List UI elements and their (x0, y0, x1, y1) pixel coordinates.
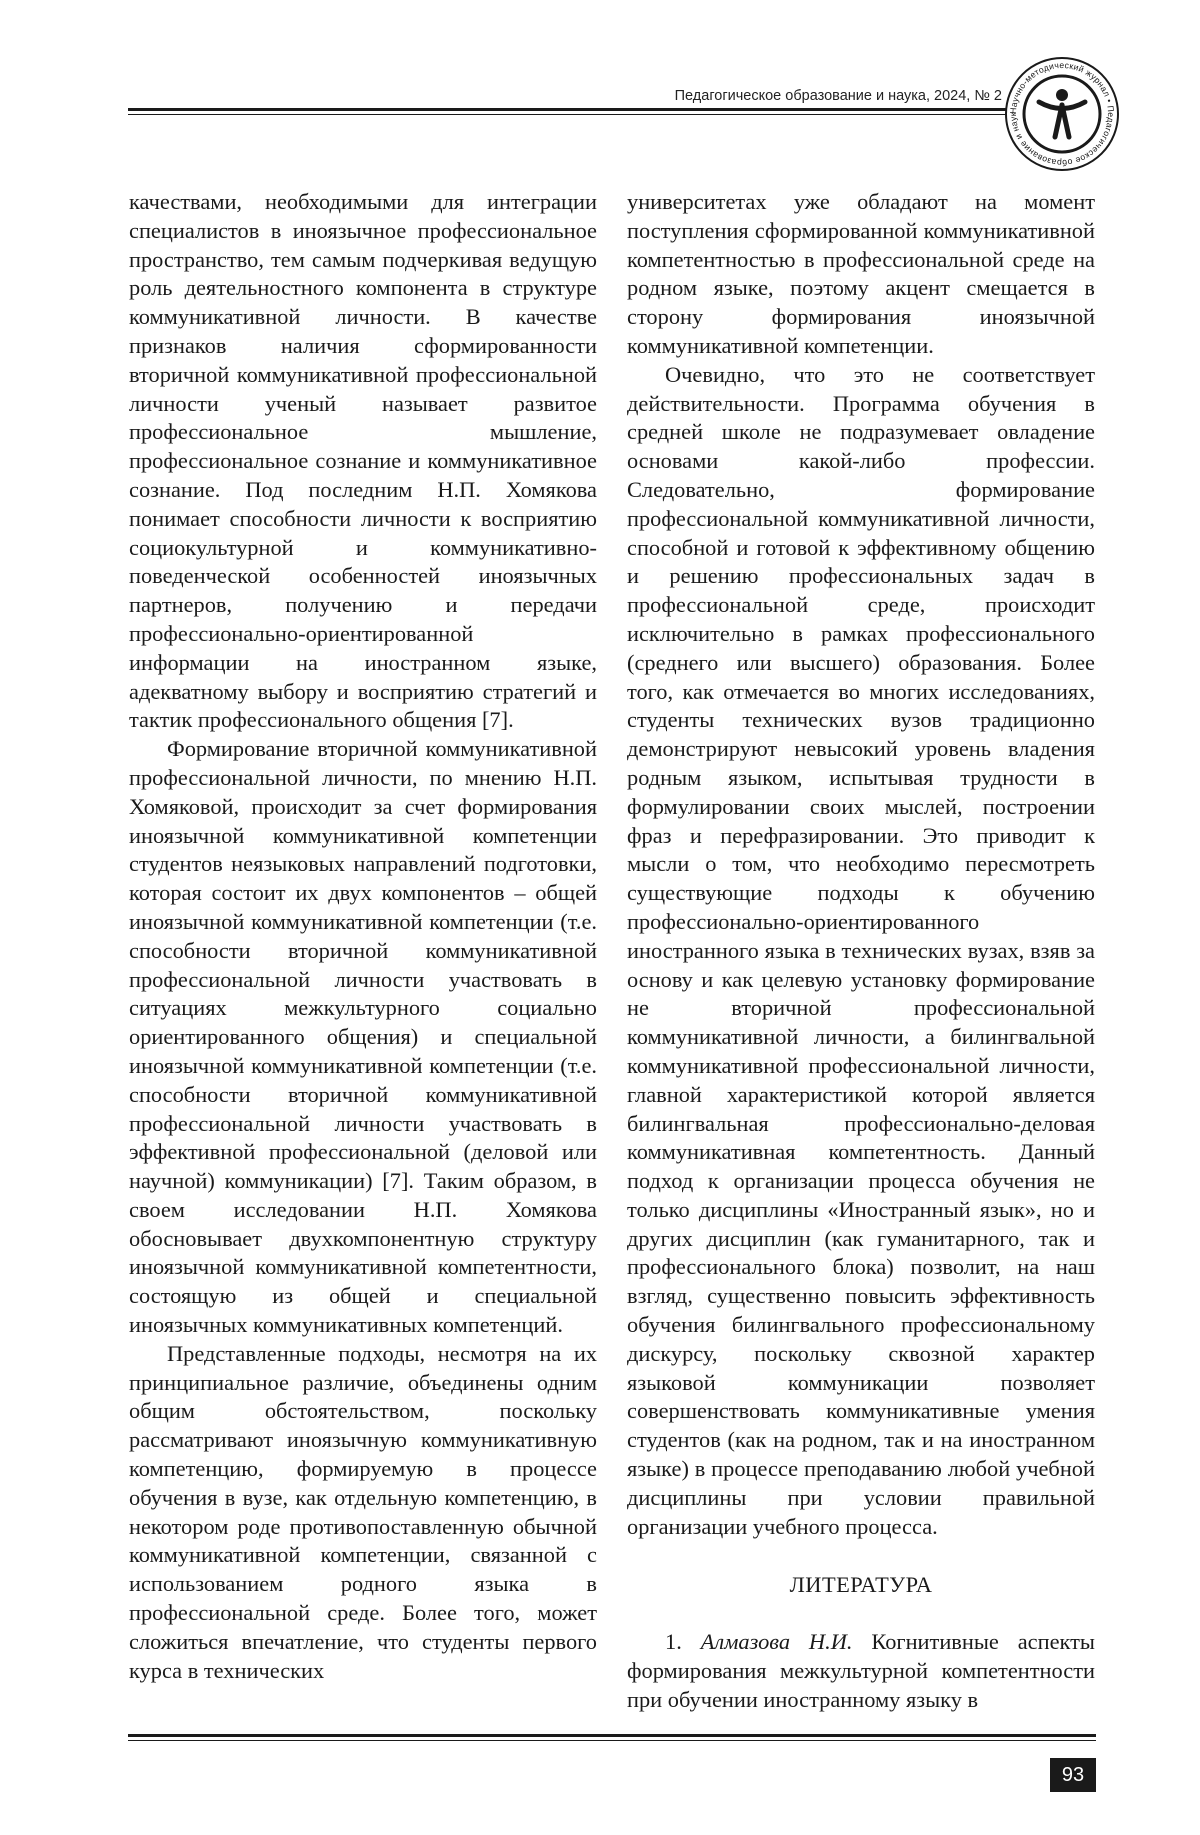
footer-rule-thin (128, 1740, 1096, 1741)
header-rule-thick (128, 108, 1006, 111)
reference-number: 1. (665, 1629, 682, 1655)
page-number: 93 (1050, 1758, 1096, 1792)
reference-author: Алмазова Н.И. (700, 1629, 853, 1655)
paragraph: качествами, необходимыми для интеграции специалистов в иноязычное профессиональное пространство, тем самым подчеркивая ведущую роль деятельностного компонента в структуре коммуникативной личности. В качестве признаков наличия сформированности вторичной коммуникативной профессиональной личности ученый называет развитое профессиональное мышление, профессиональное сознание и коммуникативное сознание. Под последним Н.П. Хомякова понимает способности личности к восприятию социокультурной и коммуникативно-поведенческой особенностей иноязычных партнеров, получению и передачи профессионально-ориентированной информации на иностранном языке, адекватному выбору и восприятию стратегий и тактик профессионального общения [7]. (129, 189, 597, 733)
journal-header-title: Педагогическое образование и наука, 2024, № 2 (674, 88, 1002, 104)
right-column (627, 188, 1095, 1715)
header-rule-thin (128, 114, 1006, 115)
reference-text: Когнитивные аспекты формирования межкультурной компетентности при обучении иностранному языку в (627, 1629, 1095, 1712)
paragraph: Представленные подходы, несмотря на их принципиальное различие, объединены одним общим обстоятельством, поскольку рассматривают иноязычную коммуникативную компетенцию, формируемую в процессе обучения в вузе, как отдельную компетенцию, в некотором роде противопоставленную обычной коммуникативной компетенции, связанной с использованием родного языка в профессиональной среде. Более того, может сложиться впечатление, что студенты первого курса в технических (129, 1340, 597, 1683)
logo-ring-text: Научно-методический журнал • Педагогическое образование и наук (1007, 59, 1117, 169)
journal-logo-icon (1003, 55, 1121, 173)
paragraph: университетах уже обладают на момент поступления сформированной коммуникативной компетентностью в профессиональной среде на родном языке, поэтому акцент смещается в сторону формирования иноязычной коммуникативной компетенции. (627, 189, 1095, 358)
paragraph: Формирование вторичной коммуникативной профессиональной личности, по мнению Н.П. Хомяковой, происходит за счет формирования иноязычной коммуникативной компетенции студентов неязыковых направлений подготовки, которая состоит их двух компонентов – общей иноязычной коммуникативной компетенции (т.е. способности вторичной коммуникативной профессиональной личности участвовать в ситуациях межкультурного социально ориентированного общения) и специальной иноязычной коммуникативной компетенции (т.е. способности вторичной коммуникативной профессиональной личности участвовать в эффективной профессиональной (деловой или научной) коммуникации) [7]. Таким образом, в своем исследовании Н.П. Хомякова обосновывает двухкомпонентную структуру иноязычной коммуникативной компетентности, состоящую из общей и специальной иноязычных коммуникативных компетенций. (129, 736, 597, 1338)
paragraph: Очевидно, что это не соответствует действительности. Программа обучения в средней школе не подразумевает овладение основами какой-либо профессии. Следовательно, формирование профессиональной коммуникативной личности, способной и готовой к эффективному общению и решению профессиональных задач в профессиональной среде, происходит исключительно в рамках профессионального (среднего или высшего) образования. Более того, как отмечается во многих исследованиях, студенты технических вузов традиционно демонстрируют невысокий уровень владения родным языком, испытывая трудности в формулировании своих мыслей, построении фраз и перефразировании. Это приводит к мысли о том, что необходимо пересмотреть существующие подходы к обучению профессионально-ориентированного иностранного языка в технических вузах, взяв за основу и как целевую установку формирование не вторичной профессиональной коммуникативной личности, а билингвальной коммуникативной профессиональной личности, главной характеристикой которой является билингвальная профессионально-деловая коммуникативная компетентность. Данный подход к организации процесса обучения не только дисциплины «Иностранный язык», но и других дисциплин (как гуманитарного, так и профессионального блока) позволит, на наш взгляд, существенно повысить эффективность обучения билингвального профессиональному дискурсу, поскольку сквозной характер языковой коммуникации позволяет совершенствовать коммуникативные умения студентов (как на родном, так и на иностранном языке) в процессе преподаванию любой учебной дисциплины при условии правильной организации учебного процесса. (627, 361, 1095, 1539)
left-column (129, 188, 597, 1685)
references-heading: ЛИТЕРАТУРА (789, 1572, 933, 1598)
footer-rule-thick (128, 1734, 1096, 1737)
reference-item (627, 1628, 1095, 1714)
